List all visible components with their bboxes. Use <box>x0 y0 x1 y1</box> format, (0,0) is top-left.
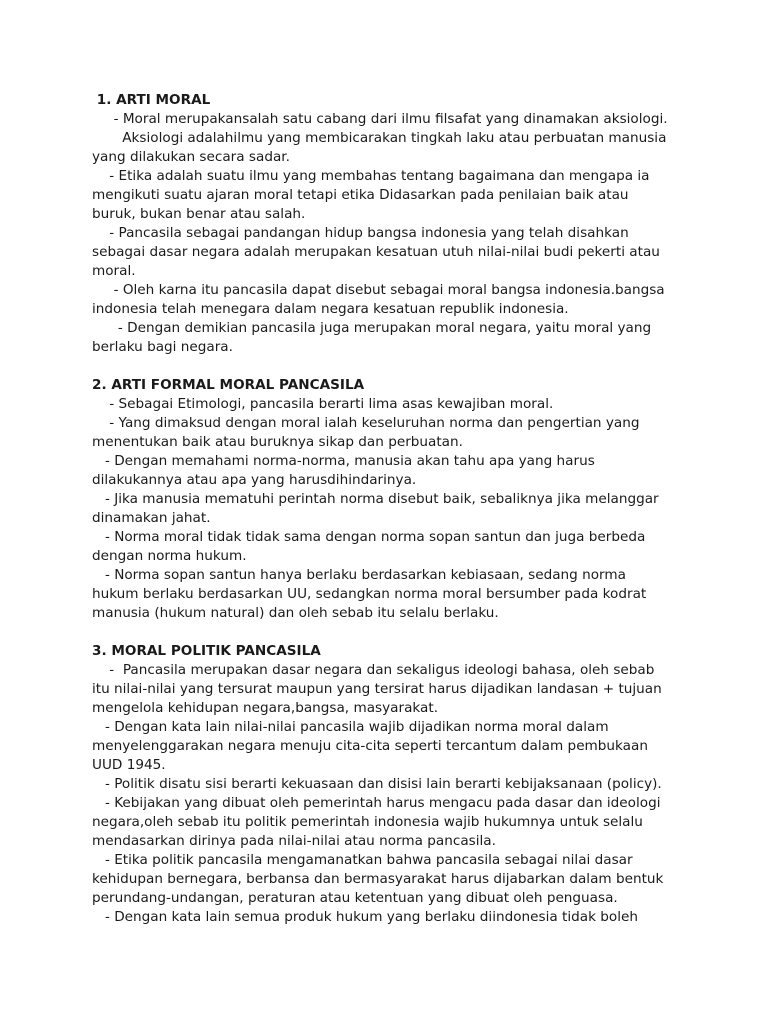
body-line: - Dengan kata lain nilai-nilai pancasila wajib dijadikan norma moral dalam <box>92 719 609 735</box>
body-line: - Norma sopan santun hanya berlaku berdasarkan kebiasaan, sedang norma <box>92 567 626 583</box>
body-line: perundang-undangan, peraturan atau ketentuan yang dibuat oleh penguasa. <box>92 890 618 906</box>
body-line: mendasarkan dirinya pada nilai-nilai atau norma pancasila. <box>92 833 496 849</box>
section-heading: 1. ARTI MORAL <box>92 92 211 108</box>
section-heading: 2. ARTI FORMAL MORAL PANCASILA <box>92 377 365 393</box>
body-line: UUD 1945. <box>92 757 166 773</box>
body-line: manusia (hukum natural) dan oleh sebab itu selalu berlaku. <box>92 605 499 621</box>
body-line: dilakukannya atau apa yang harusdihindarinya. <box>92 472 417 488</box>
body-line: Aksiologi adalahilmu yang membicarakan tingkah laku atau perbuatan manusia <box>92 130 667 146</box>
body-line: - Pancasila merupakan dasar negara dan sekaligus ideologi bahasa, oleh sebab <box>92 662 655 678</box>
body-line: buruk, bukan benar atau salah. <box>92 206 306 222</box>
body-line: - Sebagai Etimologi, pancasila berarti lima asas kewajiban moral. <box>92 396 554 412</box>
body-line: hukum berlaku berdasarkan UU, sedangkan norma moral bersumber pada kodrat <box>92 586 647 602</box>
body-line: indonesia telah menegara dalam negara kesatuan republik indonesia. <box>92 301 569 317</box>
body-line: kehidupan bernegara, berbansa dan bermasyarakat harus dijabarkan dalam bentuk <box>92 871 664 887</box>
body-line: mengikuti suatu ajaran moral tetapi etika Didasarkan pada penilaian baik atau <box>92 187 629 203</box>
body-line: - Dengan kata lain semua produk hukum yang berlaku diindonesia tidak boleh <box>92 909 638 925</box>
body-line: sebagai dasar negara adalah merupakan kesatuan utuh nilai-nilai budi pekerti atau <box>92 244 660 260</box>
body-line: yang dilakukan secara sadar. <box>92 149 290 165</box>
body-line: itu nilai-nilai yang tersurat maupun yang tersirat harus dijadikan landasan + tujuan <box>92 681 662 697</box>
body-line: - Dengan memahami norma-norma, manusia akan tahu apa yang harus <box>92 453 595 469</box>
body-line: - Oleh karna itu pancasila dapat disebut sebagai moral bangsa indonesia.bangsa <box>92 282 665 298</box>
body-line: berlaku bagi negara. <box>92 339 233 355</box>
body-line: negara,oleh sebab itu politik pemerintah indonesia wajib hukumnya untuk selalu <box>92 814 643 830</box>
body-line: - Dengan demikian pancasila juga merupakan moral negara, yaitu moral yang <box>92 320 652 336</box>
body-line: menentukan baik atau buruknya sikap dan perbuatan. <box>92 434 463 450</box>
body-line: - Kebijakan yang dibuat oleh pemerintah harus mengacu pada dasar dan ideologi <box>92 795 661 811</box>
body-line: - Politik disatu sisi berarti kekuasaan dan disisi lain berarti kebijaksanaan (policy). <box>92 776 662 792</box>
body-line: dinamakan jahat. <box>92 510 211 526</box>
body-line: - Moral merupakansalah satu cabang dari ilmu filsafat yang dinamakan aksiologi. <box>92 111 668 127</box>
body-line: dengan norma hukum. <box>92 548 247 564</box>
body-line: - Jika manusia mematuhi perintah norma disebut baik, sebaliknya jika melanggar <box>92 491 659 507</box>
body-line: - Etika politik pancasila mengamanatkan bahwa pancasila sebagai nilai dasar <box>92 852 633 868</box>
body-line: - Etika adalah suatu ilmu yang membahas tentang bagaimana dan mengapa ia <box>92 168 650 184</box>
body-line: mengelola kehidupan negara,bangsa, masyarakat. <box>92 700 439 716</box>
body-line: - Norma moral tidak tidak sama dengan norma sopan santun dan juga berbeda <box>92 529 646 545</box>
section-heading: 3. MORAL POLITIK PANCASILA <box>92 643 321 659</box>
body-line: - Yang dimaksud dengan moral ialah keseluruhan norma dan pengertian yang <box>92 415 640 431</box>
body-line: - Pancasila sebagai pandangan hidup bangsa indonesia yang telah disahkan <box>92 225 629 241</box>
body-line: moral. <box>92 263 136 279</box>
body-line: menyelenggarakan negara menuju cita-cita seperti tercantum dalam pembukaan <box>92 738 648 754</box>
